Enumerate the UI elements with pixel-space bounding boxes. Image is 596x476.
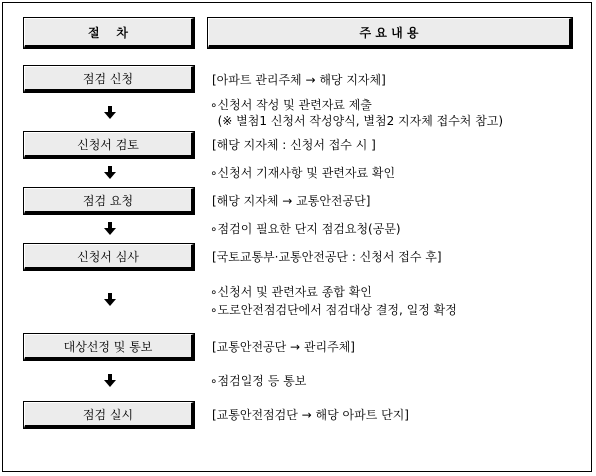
desc-4a: ∘신청서 및 관련자료 종합 확인 <box>210 285 372 299</box>
down-arrow-icon <box>103 106 117 120</box>
desc-4b: ∘도로안전점검단에서 점검대상 결정, 일정 확정 <box>210 303 457 317</box>
step-box-6: 점검 실시 <box>24 402 194 428</box>
step-box-5: 대상선정 및 통보 <box>24 334 194 360</box>
desc-2: ∘신청서 기재사항 및 관련자료 확인 <box>210 166 396 180</box>
header-procedure: 절 차 <box>24 18 194 48</box>
down-arrow-icon <box>103 374 117 388</box>
step-box-2: 신청서 검토 <box>24 132 194 158</box>
down-arrow-icon <box>103 293 117 307</box>
desc-5: ∘점검일정 등 통보 <box>210 374 307 388</box>
step-note-3: [해당 지자체 → 교통안전공단] <box>212 194 371 208</box>
desc-3: ∘점검이 필요한 단지 점검요청(공문) <box>210 222 401 236</box>
step-note-6: [교통안전점검단 → 해당 아파트 단지] <box>212 408 409 422</box>
desc-1b: (※ 별첨1 신청서 작성양식, 별첨2 지자체 접수처 참고) <box>210 114 504 128</box>
step-note-1: [아파트 관리주체 → 해당 지자체] <box>212 73 386 87</box>
step-note-2: [해당 지자체 : 신청서 접수 시 ] <box>212 138 376 152</box>
step-note-5: [교통안전공단 → 관리주체] <box>212 340 355 354</box>
down-arrow-icon <box>103 166 117 180</box>
desc-1a: ∘신청서 작성 및 관련자료 제출 <box>210 98 372 112</box>
header-main-content: 주 요 내 용 <box>208 18 572 48</box>
step-box-1: 점검 신청 <box>24 66 194 92</box>
down-arrow-icon <box>103 222 117 236</box>
step-box-4: 신청서 심사 <box>24 244 194 270</box>
step-box-3: 점검 요청 <box>24 188 194 214</box>
step-note-4: [국토교통부·교통안전공단 : 신청서 접수 후] <box>212 250 442 264</box>
